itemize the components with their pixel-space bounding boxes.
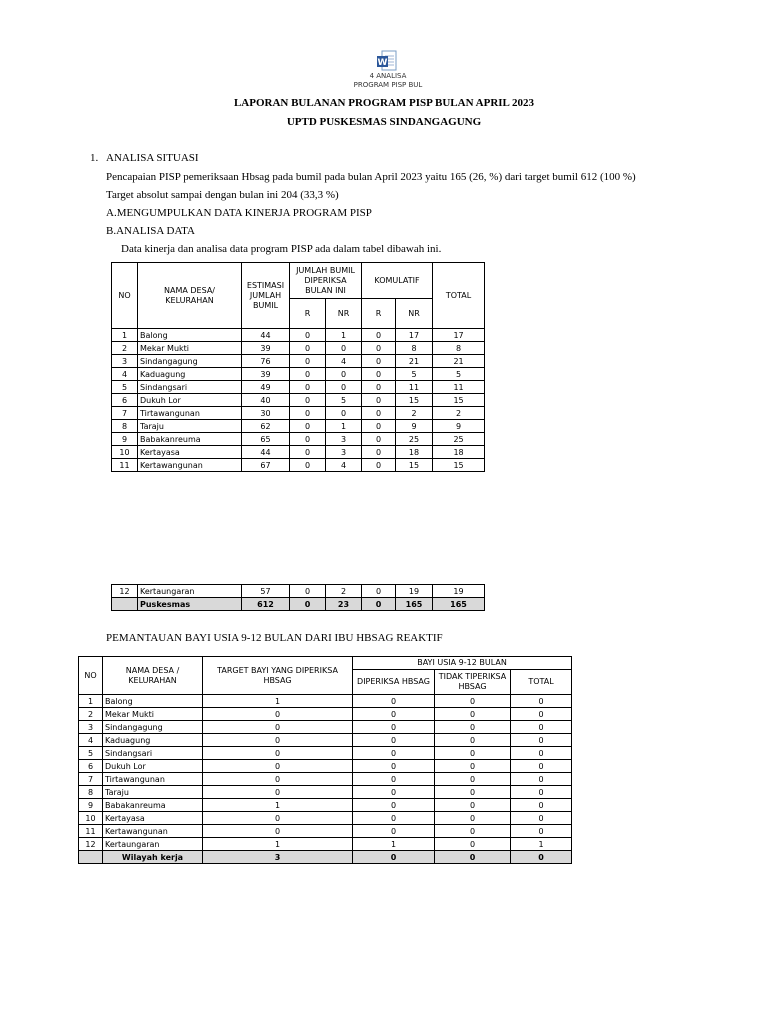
table-row (112, 459, 485, 472)
t2-col-header-diperiksa: DIPERIKSA HBSAG (353, 670, 435, 695)
cell-nr: 1 (326, 420, 362, 433)
cell-target: 0 (203, 786, 353, 799)
cell-total: 25 (433, 433, 485, 446)
cell-total: 8 (433, 342, 485, 355)
table-row (79, 760, 572, 773)
cell-nama-desa: Wilayah kerja (103, 851, 203, 864)
cell-nama-desa: Dukuh Lor (138, 394, 242, 407)
t2-col-header-total: TOTAL (511, 670, 572, 695)
svg-text:W: W (377, 58, 388, 68)
cell-r: 0 (290, 433, 326, 446)
cell-no: 11 (112, 459, 138, 472)
cell-komulatif-r: 0 (362, 381, 396, 394)
cell-tidak-diperiksa: 0 (435, 721, 511, 734)
cell-nr: 0 (326, 342, 362, 355)
cell-r: 0 (290, 342, 326, 355)
embedded-file-caption (340, 72, 436, 90)
cell-komulatif-r: 0 (362, 329, 396, 342)
cell-r: 0 (290, 585, 326, 598)
cell-komulatif-r: 0 (362, 585, 396, 598)
cell-nama-desa: Sindangagung (103, 721, 203, 734)
cell-no: 11 (79, 825, 103, 838)
cell-diperiksa: 0 (353, 773, 435, 786)
cell-no: 8 (79, 786, 103, 799)
cell-no: 6 (112, 394, 138, 407)
cell-no: 10 (112, 446, 138, 459)
section1-paragraph1: Pencapaian PISP pemeriksaan Hbsag pada bumil pada bulan April 2023 yaitu 165 (26, %) dari target bumil 612 (100 %) (106, 171, 636, 183)
cell-total: 0 (511, 825, 572, 838)
cell-tidak-diperiksa: 0 (435, 773, 511, 786)
cell-r: 0 (290, 420, 326, 433)
table-row (79, 695, 572, 708)
cell-komulatif-nr: 8 (396, 342, 433, 355)
embedded-file-caption-line2: PROGRAM PISP BUL (353, 81, 423, 89)
cell-no: 5 (112, 381, 138, 394)
pemantauan-bayi-table (78, 656, 572, 864)
cell-nr: 0 (326, 381, 362, 394)
cell-nama-desa: Mekar Mukti (138, 342, 242, 355)
cell-no: 4 (112, 368, 138, 381)
table-row (112, 329, 485, 342)
cell-tidak-diperiksa: 0 (435, 747, 511, 760)
cell-no: 3 (79, 721, 103, 734)
cell-target: 0 (203, 721, 353, 734)
table-row (79, 786, 572, 799)
cell-r: 0 (290, 368, 326, 381)
cell-estimasi: 57 (242, 585, 290, 598)
cell-nr: 3 (326, 433, 362, 446)
cell-estimasi: 40 (242, 394, 290, 407)
cell-estimasi: 612 (242, 598, 290, 611)
section2-heading: PEMANTAUAN BAYI USIA 9-12 BULAN DARI IBU HBSAG REAKTIF (106, 632, 443, 644)
section1-number: 1. (90, 152, 99, 164)
cell-total: 0 (511, 799, 572, 812)
table-row (79, 838, 572, 851)
cell-nama-desa: Babakanreuma (138, 433, 242, 446)
col-header-komulatif-nr: NR (396, 299, 433, 329)
cell-komulatif-r: 0 (362, 407, 396, 420)
cell-nama-desa: Kaduagung (103, 734, 203, 747)
cell-tidak-diperiksa: 0 (435, 812, 511, 825)
table-row (112, 433, 485, 446)
cell-komulatif-nr: 165 (396, 598, 433, 611)
cell-estimasi: 44 (242, 446, 290, 459)
kinerja-table-continued (111, 584, 485, 611)
cell-tidak-diperiksa: 0 (435, 825, 511, 838)
cell-komulatif-nr: 11 (396, 381, 433, 394)
cell-komulatif-r: 0 (362, 598, 396, 611)
cell-diperiksa: 0 (353, 799, 435, 812)
cell-nama-desa: Kertaungaran (138, 585, 242, 598)
cell-komulatif-nr: 5 (396, 368, 433, 381)
cell-no: 1 (79, 695, 103, 708)
cell-nama-desa: Babakanreuma (103, 799, 203, 812)
cell-estimasi: 65 (242, 433, 290, 446)
table-row (79, 773, 572, 786)
col-header-no: NO (112, 263, 138, 329)
cell-total: 15 (433, 394, 485, 407)
section1-heading: ANALISA SITUASI (106, 152, 199, 164)
cell-komulatif-r: 0 (362, 342, 396, 355)
cell-no: 2 (112, 342, 138, 355)
cell-nama-desa: Dukuh Lor (103, 760, 203, 773)
cell-estimasi: 30 (242, 407, 290, 420)
col-header-total: TOTAL (433, 263, 485, 329)
cell-komulatif-r: 0 (362, 446, 396, 459)
cell-no (112, 598, 138, 611)
col-header-diperiksa: JUMLAH BUMIL DIPERIKSA BULAN INI (290, 263, 362, 299)
t2-col-header-no: NO (79, 657, 103, 695)
cell-nama-desa: Mekar Mukti (103, 708, 203, 721)
table-row (112, 368, 485, 381)
cell-komulatif-r: 0 (362, 355, 396, 368)
cell-diperiksa: 0 (353, 812, 435, 825)
cell-nr: 0 (326, 368, 362, 381)
section1-sub-b: B.ANALISA DATA (106, 225, 195, 237)
cell-no: 9 (112, 433, 138, 446)
cell-tidak-diperiksa: 0 (435, 695, 511, 708)
table-row (79, 708, 572, 721)
cell-komulatif-r: 0 (362, 394, 396, 407)
table-row (79, 812, 572, 825)
cell-target: 1 (203, 695, 353, 708)
cell-nama-desa: Kertaungaran (103, 838, 203, 851)
word-document-icon[interactable] (376, 50, 398, 72)
cell-r: 0 (290, 598, 326, 611)
cell-nr: 3 (326, 446, 362, 459)
cell-no: 5 (79, 747, 103, 760)
cell-tidak-diperiksa: 0 (435, 838, 511, 851)
cell-total: 15 (433, 459, 485, 472)
table-row (112, 342, 485, 355)
cell-target: 0 (203, 812, 353, 825)
cell-estimasi: 39 (242, 342, 290, 355)
cell-target: 1 (203, 838, 353, 851)
cell-nama-desa: Puskesmas (138, 598, 242, 611)
cell-no: 7 (112, 407, 138, 420)
section1-sub-a: A.MENGUMPULKAN DATA KINERJA PROGRAM PISP (106, 207, 372, 219)
cell-diperiksa: 1 (353, 838, 435, 851)
cell-target: 0 (203, 747, 353, 760)
cell-komulatif-nr: 2 (396, 407, 433, 420)
cell-komulatif-nr: 19 (396, 585, 433, 598)
cell-total: 18 (433, 446, 485, 459)
cell-no (79, 851, 103, 864)
cell-no: 7 (79, 773, 103, 786)
cell-komulatif-nr: 15 (396, 459, 433, 472)
cell-total: 0 (511, 747, 572, 760)
table-row (112, 394, 485, 407)
cell-nr: 1 (326, 329, 362, 342)
cell-r: 0 (290, 446, 326, 459)
cell-total: 11 (433, 381, 485, 394)
cell-komulatif-r: 0 (362, 459, 396, 472)
cell-total: 0 (511, 734, 572, 747)
cell-nama-desa: Taraju (138, 420, 242, 433)
cell-diperiksa: 0 (353, 747, 435, 760)
cell-total: 0 (511, 721, 572, 734)
cell-total: 0 (511, 851, 572, 864)
kinerja-table (111, 262, 485, 472)
cell-r: 0 (290, 407, 326, 420)
cell-no: 2 (79, 708, 103, 721)
table-row (112, 407, 485, 420)
col-header-komulatif: KOMULATIF (362, 263, 433, 299)
cell-r: 0 (290, 394, 326, 407)
cell-no: 1 (112, 329, 138, 342)
cell-nama-desa: Tirtawangunan (138, 407, 242, 420)
cell-komulatif-nr: 15 (396, 394, 433, 407)
cell-diperiksa: 0 (353, 786, 435, 799)
table-row (79, 799, 572, 812)
cell-no: 4 (79, 734, 103, 747)
t2-col-header-nama-desa: NAMA DESA / KELURAHAN (103, 657, 203, 695)
cell-estimasi: 62 (242, 420, 290, 433)
col-header-komulatif-r: R (362, 299, 396, 329)
cell-target: 0 (203, 760, 353, 773)
cell-estimasi: 39 (242, 368, 290, 381)
t2-col-header-group: BAYI USIA 9-12 BULAN (353, 657, 572, 670)
cell-diperiksa: 0 (353, 721, 435, 734)
cell-nama-desa: Kaduagung (138, 368, 242, 381)
t2-col-header-target: TARGET BAYI YANG DIPERIKSA HBSAG (203, 657, 353, 695)
table-row (79, 734, 572, 747)
cell-estimasi: 76 (242, 355, 290, 368)
cell-estimasi: 49 (242, 381, 290, 394)
cell-target: 0 (203, 708, 353, 721)
cell-estimasi: 67 (242, 459, 290, 472)
col-header-estimasi: ESTIMASI JUMLAH BUMIL (242, 263, 290, 329)
cell-nr: 4 (326, 355, 362, 368)
cell-no: 3 (112, 355, 138, 368)
cell-total: 9 (433, 420, 485, 433)
cell-nama-desa: Sindangagung (138, 355, 242, 368)
cell-total: 0 (511, 695, 572, 708)
table1-intro: Data kinerja dan analisa data program PISP ada dalam tabel dibawah ini. (121, 243, 442, 255)
table-row (79, 825, 572, 838)
cell-nama-desa: Sindangsari (103, 747, 203, 760)
section1-paragraph2: Target absolut sampai dengan bulan ini 204 (33,3 %) (106, 189, 339, 201)
cell-target: 3 (203, 851, 353, 864)
cell-total: 2 (433, 407, 485, 420)
cell-diperiksa: 0 (353, 825, 435, 838)
cell-total: 0 (511, 786, 572, 799)
cell-total: 19 (433, 585, 485, 598)
cell-komulatif-r: 0 (362, 420, 396, 433)
cell-nama-desa: Balong (103, 695, 203, 708)
table-row (112, 355, 485, 368)
cell-nama-desa: Kertawangunan (138, 459, 242, 472)
cell-nama-desa: Taraju (103, 786, 203, 799)
cell-r: 0 (290, 329, 326, 342)
cell-target: 1 (203, 799, 353, 812)
cell-no: 9 (79, 799, 103, 812)
cell-nama-desa: Kertayasa (103, 812, 203, 825)
cell-total: 17 (433, 329, 485, 342)
cell-komulatif-nr: 25 (396, 433, 433, 446)
cell-r: 0 (290, 459, 326, 472)
cell-komulatif-nr: 18 (396, 446, 433, 459)
table-row (79, 721, 572, 734)
cell-tidak-diperiksa: 0 (435, 734, 511, 747)
cell-total: 21 (433, 355, 485, 368)
cell-target: 0 (203, 825, 353, 838)
cell-tidak-diperiksa: 0 (435, 760, 511, 773)
cell-total: 0 (511, 773, 572, 786)
cell-nr: 0 (326, 407, 362, 420)
cell-tidak-diperiksa: 0 (435, 708, 511, 721)
report-title: LAPORAN BULANAN PROGRAM PISP BULAN APRIL 2023 (233, 97, 535, 109)
cell-diperiksa: 0 (353, 695, 435, 708)
cell-diperiksa: 0 (353, 760, 435, 773)
cell-komulatif-r: 0 (362, 368, 396, 381)
cell-r: 0 (290, 355, 326, 368)
cell-diperiksa: 0 (353, 851, 435, 864)
cell-komulatif-nr: 21 (396, 355, 433, 368)
cell-nama-desa: Kertawangunan (103, 825, 203, 838)
cell-nr: 2 (326, 585, 362, 598)
cell-nama-desa: Kertayasa (138, 446, 242, 459)
cell-no: 10 (79, 812, 103, 825)
cell-komulatif-r: 0 (362, 433, 396, 446)
cell-r: 0 (290, 381, 326, 394)
cell-komulatif-nr: 9 (396, 420, 433, 433)
table-row (79, 747, 572, 760)
t2-col-header-tidak-diperiksa: TIDAK TIPERIKSA HBSAG (435, 670, 511, 695)
cell-nama-desa: Sindangsari (138, 381, 242, 394)
cell-no: 6 (79, 760, 103, 773)
cell-nr: 4 (326, 459, 362, 472)
embedded-file-caption-line1: 4 ANALISA (369, 72, 407, 80)
col-header-nama-desa: NAMA DESA/ KELURAHAN (138, 263, 242, 329)
report-subtitle: UPTD PUSKESMAS SINDANGAGUNG (286, 116, 482, 128)
table-total-row (112, 598, 485, 611)
cell-total: 0 (511, 812, 572, 825)
cell-diperiksa: 0 (353, 708, 435, 721)
cell-nama-desa: Tirtawangunan (103, 773, 203, 786)
cell-nama-desa: Balong (138, 329, 242, 342)
cell-nr: 23 (326, 598, 362, 611)
table-row (112, 585, 485, 598)
cell-no: 12 (112, 585, 138, 598)
cell-total: 5 (433, 368, 485, 381)
cell-nr: 5 (326, 394, 362, 407)
col-header-nr: NR (326, 299, 362, 329)
cell-tidak-diperiksa: 0 (435, 786, 511, 799)
cell-total: 1 (511, 838, 572, 851)
cell-total: 0 (511, 760, 572, 773)
table-row (112, 420, 485, 433)
cell-estimasi: 44 (242, 329, 290, 342)
cell-total: 0 (511, 708, 572, 721)
cell-total: 165 (433, 598, 485, 611)
table-row (112, 381, 485, 394)
cell-tidak-diperiksa: 0 (435, 851, 511, 864)
cell-target: 0 (203, 773, 353, 786)
table-row (112, 446, 485, 459)
cell-diperiksa: 0 (353, 734, 435, 747)
col-header-r: R (290, 299, 326, 329)
cell-no: 8 (112, 420, 138, 433)
cell-no: 12 (79, 838, 103, 851)
table-total-row (79, 851, 572, 864)
cell-target: 0 (203, 734, 353, 747)
cell-komulatif-nr: 17 (396, 329, 433, 342)
cell-tidak-diperiksa: 0 (435, 799, 511, 812)
